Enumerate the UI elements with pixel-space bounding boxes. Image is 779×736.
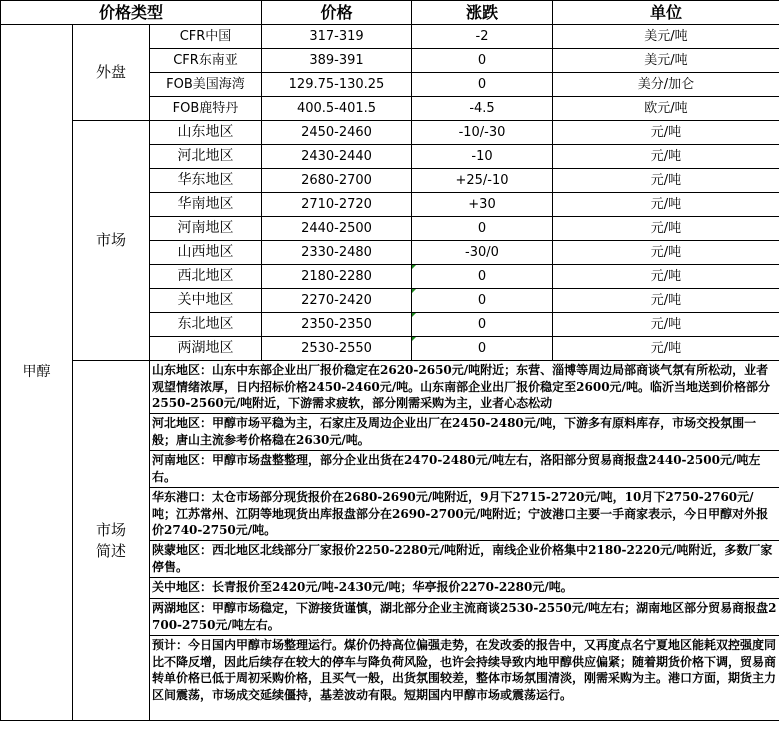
- note-huadong: 华东港口：太仓市场部分现货报价在2680-2690元/吨附近，9月下2715-2720元/吨，10月下2750-2760元/吨；江苏常州、江阴等地现货出库报盘部分在2690-2700元/吨附近；宁波港口主要一手商家表示，今日甲醇对外报价2740-2750元/吨。: [150, 488, 779, 541]
- row-change: 0: [412, 217, 553, 241]
- row-price: 389-391: [262, 49, 412, 73]
- table-row: [1, 25, 779, 49]
- row-unit: 元/吨: [553, 169, 779, 193]
- row-change: 0: [412, 313, 553, 337]
- row-change: +30: [412, 193, 553, 217]
- note-shaanmeng: 陕蒙地区：西北地区北线部分厂家报价2250-2280元/吨附近，南线企业价格集中2180-2220元/吨附近，多数厂家停售。: [150, 541, 779, 578]
- row-name: 华南地区: [150, 193, 262, 217]
- row-price: 2330-2480: [262, 241, 412, 265]
- row-unit: 元/吨: [553, 265, 779, 289]
- row-unit: 元/吨: [553, 241, 779, 265]
- row-unit: 美分/加仑: [553, 73, 779, 97]
- row-change: 0: [412, 49, 553, 73]
- summary-label-line2: 简述: [95, 541, 126, 560]
- row-change: -10/-30: [412, 121, 553, 145]
- row-name: 西北地区: [150, 265, 262, 289]
- header-price: 价格: [262, 1, 412, 25]
- row-price: 2430-2440: [262, 145, 412, 169]
- row-change: 0: [412, 265, 553, 289]
- header-change: 涨跌: [412, 1, 553, 25]
- row-unit: 元/吨: [553, 217, 779, 241]
- row-name: 河南地区: [150, 217, 262, 241]
- row-price: 2350-2350: [262, 313, 412, 337]
- row-name: CFR东南亚: [150, 49, 262, 73]
- note-forecast: 预计：今日国内甲醇市场整理运行。煤价仍持高位偏强走势，在发改委的报告中，又再度点名宁夏地区能耗双控强度同比不降反增，因此后续存在较大的停车与降负荷风险，也许会持续导致内地甲醇供应偏紧；随着期货价格下调，贸易商转单价格已低于周初采购价格，且买气一般，出货氛围较差，整体市场氛围清淡，刚需采购为主。港口方面，期货主力区间震荡，市场成交延续僵持，基差波动有限。短期国内甲醇市场或震荡运行。: [150, 636, 779, 721]
- row-price: 2440-2500: [262, 217, 412, 241]
- row-unit: 欧元/吨: [553, 97, 779, 121]
- row-price: 2450-2460: [262, 121, 412, 145]
- note-row: [1, 361, 779, 414]
- row-name: CFR中国: [150, 25, 262, 49]
- row-change: -4.5: [412, 97, 553, 121]
- row-change: -10: [412, 145, 553, 169]
- category-external: 外盘: [73, 25, 150, 121]
- row-price: 317-319: [262, 25, 412, 49]
- row-name: 关中地区: [150, 289, 262, 313]
- row-price: 2270-2420: [262, 289, 412, 313]
- row-unit: 元/吨: [553, 313, 779, 337]
- row-change: 0: [412, 289, 553, 313]
- row-unit: 元/吨: [553, 145, 779, 169]
- note-hebei: 河北地区：甲醇市场平稳为主，石家庄及周边企业出厂在2450-2480元/吨，下游多有原料库存，市场交投氛围一般；唐山主流参考价格稳在2630元/吨。: [150, 414, 779, 451]
- row-price: 2180-2280: [262, 265, 412, 289]
- header-row: [1, 1, 779, 25]
- note-lianghu: 两湖地区：甲醇市场稳定，下游接货谨慎，湖北部分企业主流商谈2530-2550元/吨左右；湖南地区部分贸易商报盘2700-2750元/吨左右。: [150, 599, 779, 636]
- row-unit: 元/吨: [553, 289, 779, 313]
- row-unit: 美元/吨: [553, 25, 779, 49]
- category-market: 市场: [73, 121, 150, 361]
- row-unit: 元/吨: [553, 121, 779, 145]
- note-henan: 河南地区：甲醇市场盘整整理，部分企业出货在2470-2480元/吨左右，洛阳部分贸易商报盘2440-2500元/吨左右。: [150, 451, 779, 488]
- category-summary: [73, 361, 150, 721]
- row-change: 0: [412, 337, 553, 361]
- row-price: 2710-2720: [262, 193, 412, 217]
- row-name: 东北地区: [150, 313, 262, 337]
- row-unit: 美元/吨: [553, 49, 779, 73]
- row-unit: 元/吨: [553, 193, 779, 217]
- table-row: [1, 121, 779, 145]
- summary-label-line1: 市场: [95, 520, 126, 539]
- row-name: 河北地区: [150, 145, 262, 169]
- row-change: -2: [412, 25, 553, 49]
- note-shandong: 山东地区：山东中东部企业出厂报价稳定在2620-2650元/吨附近；东营、淄博等周边局部商谈气氛有所松动，业者观望情绪浓厚，日内招标价格2450-2460元/吨。山东南部企业出厂报价稳定至2600元/吨。临沂当地送到价格部分2550-2560元/吨附近，下游需求疲软，部分刚需采购为主，业者心态松动: [150, 361, 779, 414]
- row-name: FOB美国海湾: [150, 73, 262, 97]
- row-name: 山西地区: [150, 241, 262, 265]
- note-guanzhong: 关中地区：长青报价至2420元/吨-2430元/吨；华亭报价2270-2280元/吨。: [150, 578, 779, 599]
- row-price: 400.5-401.5: [262, 97, 412, 121]
- row-name: FOB鹿特丹: [150, 97, 262, 121]
- row-price: 2530-2550: [262, 337, 412, 361]
- row-change: +25/-10: [412, 169, 553, 193]
- row-name: 山东地区: [150, 121, 262, 145]
- row-price: 129.75-130.25: [262, 73, 412, 97]
- header-unit: 单位: [553, 1, 779, 25]
- row-name: 两湖地区: [150, 337, 262, 361]
- row-price: 2680-2700: [262, 169, 412, 193]
- row-unit: 元/吨: [553, 337, 779, 361]
- row-name: 华东地区: [150, 169, 262, 193]
- header-type: 价格类型: [1, 1, 262, 25]
- product-name: 甲醇: [1, 25, 73, 721]
- row-change: 0: [412, 73, 553, 97]
- row-change: -30/0: [412, 241, 553, 265]
